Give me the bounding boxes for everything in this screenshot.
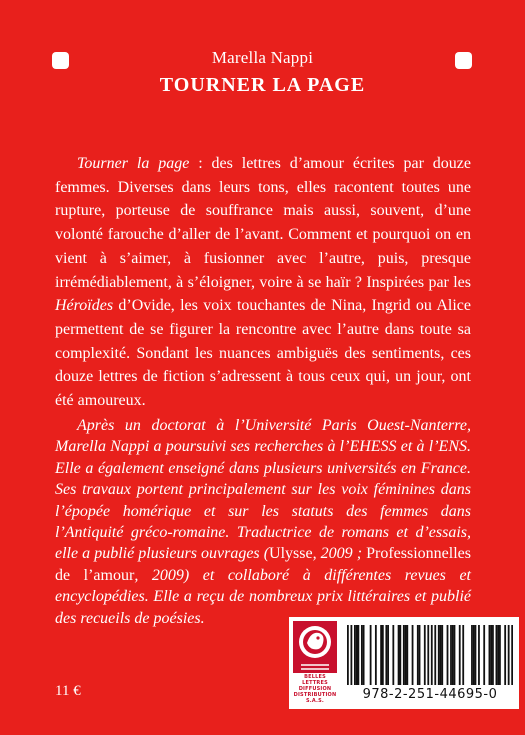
barcode-bar [406,625,408,685]
barcode-bar [399,625,401,685]
blurb-paragraph [55,152,471,413]
barcode-bar [405,625,407,685]
barcode-bar [385,625,387,685]
barcode-bar [492,625,494,685]
barcode-bar [382,625,384,685]
publisher-name [291,674,339,704]
barcode-bar [370,625,372,685]
barcode-bar [350,625,352,685]
publisher-line-3: DISTRIBUTION [293,692,337,698]
barcode-bar [434,625,436,685]
barcode-bar [412,625,414,685]
barcode-bar [478,625,480,685]
barcode-bar [508,625,510,685]
publisher-line-2: DIFFUSION [298,686,332,692]
barcode-bar [475,625,477,685]
cover-header [0,48,525,97]
barcode-bar [424,625,426,685]
barcode-bar [441,625,443,685]
barcode-graphic [347,625,513,685]
blurb-text-a: : des lettres d’amour écrites par douze femmes. Diverses dans leurs tons, elles racontent toutes une rupture, porteuse de souffrance mais aussi, souvent, d’une volonté farouche d’aller de l’avant. Comment et pourquoi on en vient à s’aimer, à fusionner avec l’autre, puis, presque irrémédiablement, à s’éloigner, voire à se haïr ? Inspirées par les [55,155,471,291]
barcode-bar [473,625,475,685]
barcode-bar [356,625,358,685]
barcode-bar [431,625,433,685]
barcode-bar [417,625,419,685]
barcode-bar [471,625,473,685]
barcode-bar [357,625,359,685]
barcode-bar [427,625,429,685]
book-professionnelles: Professionnelles de l’amour [55,545,471,584]
barcode-bar [499,625,501,685]
barcode-bar [483,625,485,685]
barcode-bar [375,625,377,685]
barcode-bar [380,625,382,685]
barcode-bar [438,625,440,685]
barcode-bar [489,625,491,685]
barcode-bar [452,625,454,685]
publisher-line-1: BELLES LETTRES [302,674,328,686]
barcode-bar [511,625,513,685]
barcode-bar [440,625,442,685]
blurb-text-b: d’Ovide, les voix touchantes de Nina, Ingrid ou Alice permettent de se figurer la rencontre avec l’autre dans toute sa complexité. Sondant les nuances ambiguës des sentiments, ces douze lettres de fiction s’adressent à tous ceux qui, un jour, ont été amoureux. [55,297,471,410]
isbn-number: 978-2-251-44695-0 [362,687,498,702]
bio-text-3: , 2009) et collaboré à différentes revues et encyclopédies. Elle a reçu de nombreux prix littéraires et publié des recueils de poésies. [55,566,472,627]
barcode-bar [392,625,394,685]
barcode-bar [387,625,389,685]
title-reference: Tourner la page [77,155,190,172]
heroides-reference: Héroïdes [55,297,114,315]
barcode-bar [497,625,499,685]
barcode-panel [289,617,519,709]
author-bio-paragraph [55,415,471,629]
bio-text-1: Après un doctorat à l’Université Paris Ouest-Nanterre, Marella Nappi a poursuivi ses recherches à l’EHESS et à l’ENS. Elle a également enseigné dans plusieurs universités en France. Ses travaux portent principalement sur les voix féminines dans l’épopée homérique et sur les statuts des femmes dans l’Antiquité gréco-romaine. Traductrice de romans et d’essais, elle a publié plusieurs ouvrages ( [55,417,471,563]
barcode-bar [398,625,400,685]
publisher-line-4: S.A.S. [305,698,325,704]
price-label: 11 € [55,683,81,699]
author-name: Marella Nappi [211,48,314,67]
barcode-bar [454,625,456,685]
barcode-bar [447,625,449,685]
book-title: TOURNER LA PAGE [159,74,366,96]
barcode-bar [462,625,464,685]
publisher-logo-icon [293,621,337,673]
barcode-bar [354,625,356,685]
barcode-bar [361,625,363,685]
book-ulysse: Ulysse [269,545,313,563]
bio-text-2: , 2009 ; [312,545,367,563]
barcode-bar [403,625,405,685]
barcode-bar [363,625,365,685]
barcode-bar [459,625,461,685]
barcode-bar [450,625,452,685]
barcode-bar [504,625,506,685]
barcode-bar [490,625,492,685]
barcode-bar [419,625,421,685]
barcode-bar [496,625,498,685]
barcode-bar [347,625,349,685]
